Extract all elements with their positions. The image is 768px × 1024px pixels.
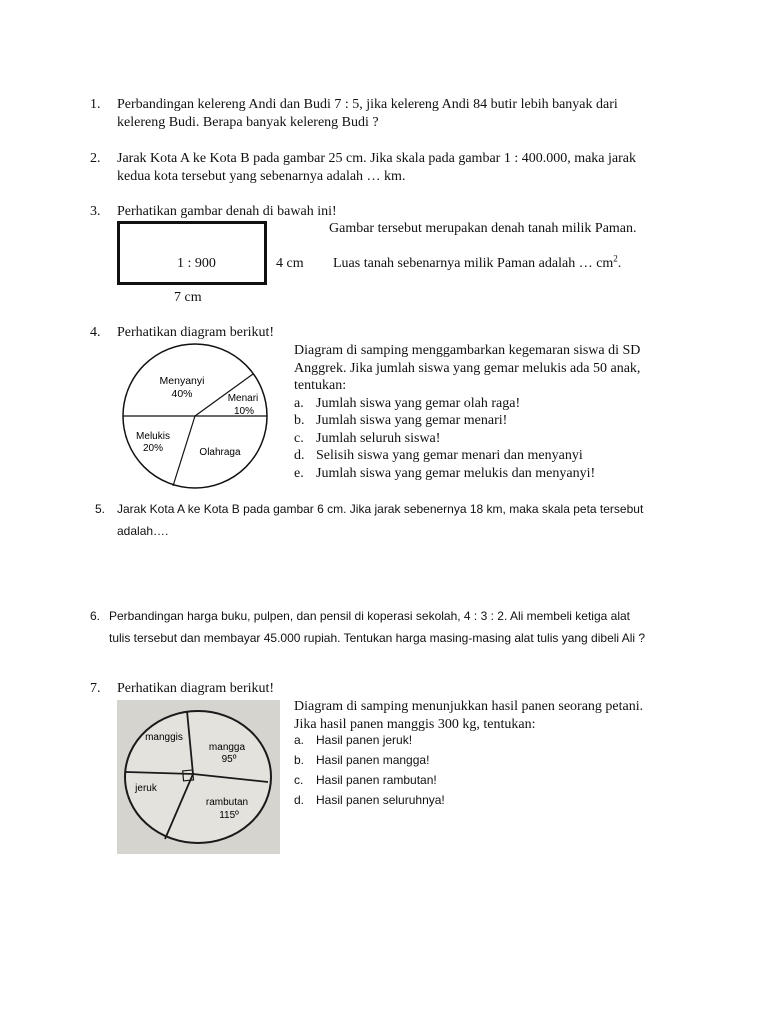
q1-line-1: Perbandingan kelereng Andi dan Budi 7 : 5, jika kelereng Andi 84 butir lebih banyak dari [117,97,618,112]
plan-width-label: 7 cm [174,290,202,305]
plan-height-label: 4 cm [276,256,304,271]
hobby-pie-chart [110,342,280,490]
q4-desc-line-1: Diagram di samping menggambarkan kegemaran siswa di SD [294,343,641,358]
q4-intro: Perhatikan diagram berikut! [117,325,275,340]
slice-label-rambutan: rambutan [205,797,249,808]
slice-label-manggis: manggis [145,732,183,743]
land-plan-rectangle [117,221,267,285]
q4-option-d [294,447,640,465]
q1-line-2: kelereng Budi. Berapa banyak kelereng Budi ? [117,114,379,130]
q7-option-a-text: Hasil panen jeruk! [316,733,413,747]
q4-option-d-letter: d. [294,448,305,463]
slice-label-menari: Menari [227,393,259,404]
q4-option-d-text: Selisih siswa yang gemar menari dan menyanyi [316,448,583,463]
slice-label-olahraga: Olahraga [199,447,241,458]
q7-option-d-text: Hasil panen seluruhnya! [316,793,445,807]
q3-number: 3. [90,204,101,219]
slice-value-menari: 10% [233,406,255,417]
q3-question-sup: 2 [613,253,618,264]
q1-text [117,96,618,131]
q2-line-2: kedua kota tersebut yang sebenarnya adalah … km. [117,168,406,184]
q7-option-c-letter: c. [294,773,304,787]
q7-desc-line-1: Diagram di samping menunjukkan hasil panen seorang petani. [294,699,644,714]
q7-option-d [294,790,445,810]
q5-line-2: adalah…. [117,524,169,538]
q5-line-1: Jarak Kota A ke Kota B pada gambar 6 cm. Jika jarak sebenernya 18 km, maka skala peta tersebut [117,502,644,516]
q4-option-b-text: Jumlah siswa yang gemar menari! [316,413,508,428]
slice-value-menyanyi: 40% [171,388,193,400]
q4-number: 4. [90,325,101,340]
q4-option-e-letter: e. [294,465,304,481]
q4-option-a-text: Jumlah siswa yang gemar olah raga! [316,395,521,411]
q4-option-a [294,395,640,413]
slice-label-jeruk: jeruk [135,783,157,794]
q7-option-b-letter: b. [294,753,305,767]
q7-options [294,730,445,810]
q4-option-e-text: Jumlah siswa yang gemar melukis dan menyanyi! [316,465,596,481]
q7-option-c [294,770,445,790]
slice-value-melukis: 20% [142,443,164,454]
q4-desc-line-2: Anggrek. Jika jumlah siswa yang gemar melukis ada 50 anak, [294,360,641,376]
q5-text [117,498,643,542]
harvest-pie-photo [117,700,280,854]
q4-option-c [294,430,640,448]
q7-option-a-letter: a. [294,733,305,747]
q2-text [117,150,636,185]
q7-desc-line-2: Jika hasil panen manggis 300 kg, tentukan: [294,716,536,732]
q6-line-1: Perbandingan harga buku, pulpen, dan pensil di koperasi sekolah, 4 : 3 : 2. Ali membeli ketiga alat [109,609,631,623]
q3-intro: Perhatikan gambar denah di bawah ini! [117,204,337,219]
q4-option-a-letter: a. [294,395,304,411]
q3-question [333,255,621,273]
q5-number: 5. [95,502,106,516]
q6-text [109,605,645,649]
q7-option-a [294,730,445,750]
q4-option-c-letter: c. [294,430,304,446]
q7-intro: Perhatikan diagram berikut! [117,681,275,696]
slice-value-rambutan: 115º [219,810,239,821]
q3-question-text: Luas tanah sebenarnya milik Paman adalah … cm [333,256,614,271]
q4-desc-line-3: tentukan: [294,378,347,393]
q7-option-d-letter: d. [294,793,305,807]
q4-option-b-letter: b. [294,413,305,428]
q7-description [294,698,643,733]
slice-label-mangga: mangga [208,742,246,753]
q3-note: Gambar tersebut merupakan denah tanah milik Paman. [329,221,637,236]
q7-option-b [294,750,445,770]
q7-option-b-text: Hasil panen mangga! [316,753,430,767]
q2-line-1: Jarak Kota A ke Kota B pada gambar 25 cm. Jika skala pada gambar 1 : 400.000, maka jarak [117,151,637,166]
plan-scale-label: 1 : 900 [177,256,216,271]
slice-label-melukis: Melukis [136,431,170,442]
harvest-pie-circle [125,711,271,843]
q6-line-2: tulis tersebut dan membayar 45.000 rupiah. Tentukan harga masing-masing alat tulis yang dibeli Ali ? [109,631,646,645]
q4-description [294,342,640,482]
q1-number: 1. [90,97,101,112]
slice-label-menyanyi: Menyanyi [159,375,205,387]
q4-option-c-text: Jumlah seluruh siswa! [316,430,441,446]
q2-number: 2. [90,151,101,166]
harvest-pie-chart [117,700,280,854]
q7-option-c-text: Hasil panen rambutan! [316,773,437,787]
slice-value-mangga: 95º [221,754,237,765]
q4-option-b [294,412,640,430]
q4-option-e [294,465,640,483]
q3-question-end: . [617,256,622,271]
q6-number: 6. [90,609,101,623]
q7-number: 7. [90,681,101,696]
